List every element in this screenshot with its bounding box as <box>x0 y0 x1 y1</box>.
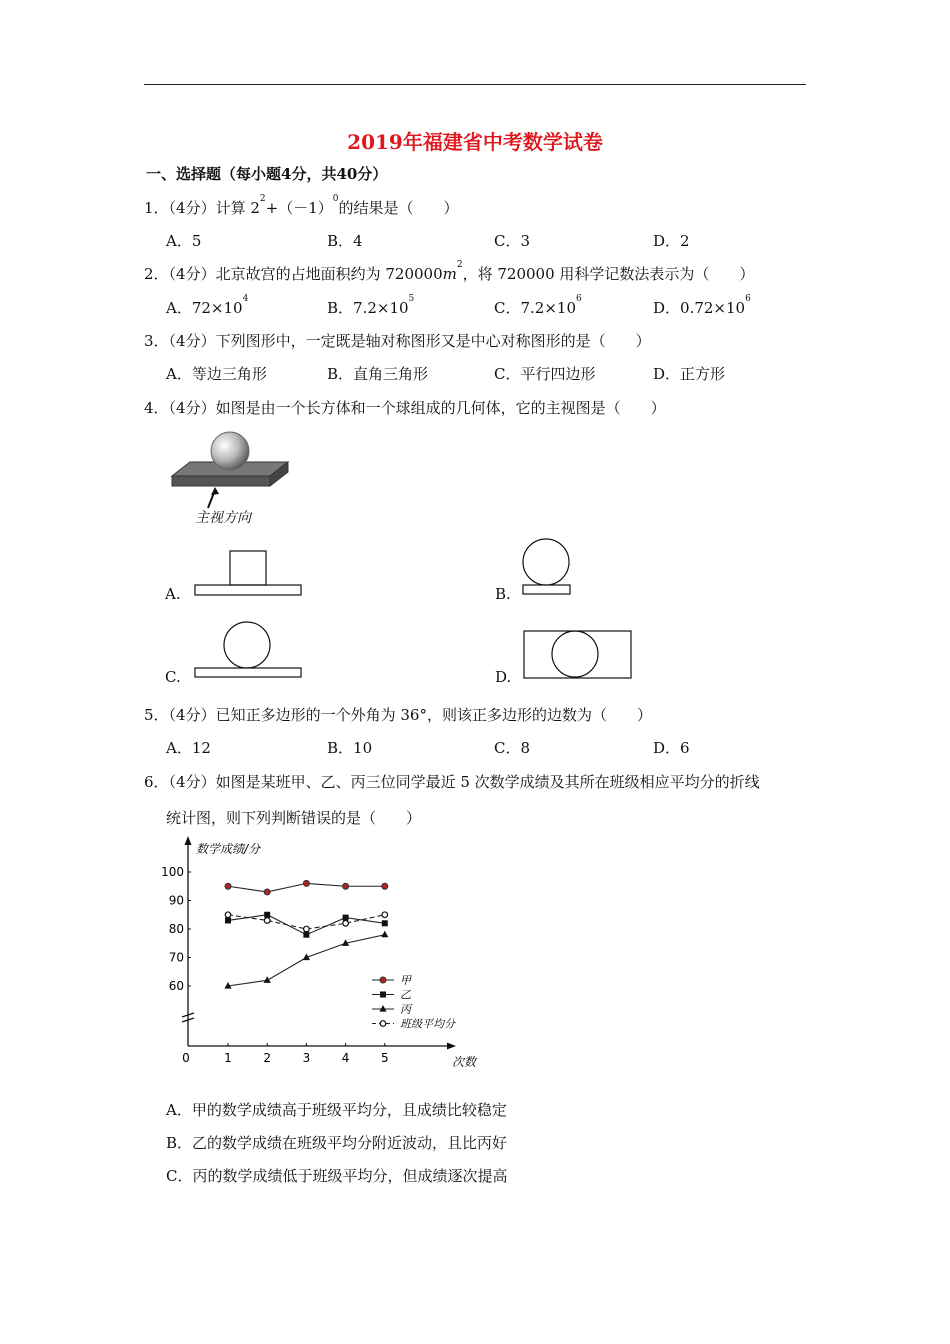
q4-option-d-figure <box>522 629 634 681</box>
section-heading: 一、选择题（每小题4分，共40分） <box>146 165 388 183</box>
series-1-point <box>382 883 388 889</box>
q4-option-b-label: B. <box>495 585 511 603</box>
question-6-stem-line1: 6．（4分）如图是某班甲、乙、丙三位同学最近 5 次数学成绩及其所在班级相应平均分的折线 <box>144 773 760 791</box>
series-1-point <box>264 889 270 895</box>
y-tick-label: 80 <box>168 922 184 936</box>
legend-marker <box>380 1021 386 1027</box>
q5-option-a: A．12 <box>166 739 211 757</box>
series-1-point <box>225 883 231 889</box>
series-2-point <box>264 912 270 918</box>
q5-option-b: B．10 <box>327 739 373 757</box>
q1-option-d: D．2 <box>653 232 690 250</box>
series-4-point <box>382 912 388 918</box>
series-4-point <box>225 912 231 918</box>
x-tick-label: 2 <box>263 1051 272 1065</box>
q3-option-b: B．直角三角形 <box>327 365 429 383</box>
q4-option-a-figure <box>193 548 303 598</box>
q6-option-b: B．乙的数学成绩在班级平均分附近波动，且比丙好 <box>166 1134 508 1152</box>
series-3-line <box>228 935 385 986</box>
question-1-stem: 1．（4分）计算 $2^2+(-1)^0$的结果是（ ） <box>144 194 459 217</box>
legend-marker <box>379 1005 386 1012</box>
question-4-stem: 4．（4分）如图是由一个长方体和一个球组成的几何体，它的主视图是（ ） <box>144 399 666 417</box>
q1-option-c: C．3 <box>494 232 531 250</box>
series-3-point <box>264 976 271 983</box>
q2-option-d: D．$0.72\times 10^6$ <box>653 294 751 317</box>
x-tick-label: 5 <box>380 1051 389 1065</box>
legend-label: 班级平均分 <box>400 1017 455 1031</box>
legend-label: 丙 <box>400 1003 411 1016</box>
q2-option-b: B．$7.2\times 10^5$ <box>327 294 415 317</box>
x-axis-arrow <box>447 1043 456 1050</box>
x-tick-label: 1 <box>224 1051 232 1065</box>
x-tick-label: 0 <box>182 1051 190 1065</box>
q6-option-a: A．甲的数学成绩高于班级平均分，且成绩比较稳定 <box>166 1101 507 1119</box>
q2-option-a: A．$72\times 10^4$ <box>166 294 249 317</box>
q6-option-c: C．丙的数学成绩低于班级平均分，但成绩逐次提高 <box>166 1167 508 1185</box>
x-axis-label: 次数 <box>452 1055 477 1069</box>
q4-option-c-figure <box>193 620 303 680</box>
x-tick-label: 3 <box>302 1051 311 1065</box>
legend-label: 乙 <box>400 988 411 1002</box>
y-tick-label: 70 <box>168 950 184 965</box>
q1-option-a: A．5 <box>166 232 202 250</box>
q3-option-a: A．等边三角形 <box>166 365 267 383</box>
y-axis-label: 数学成绩/分 <box>196 842 261 856</box>
question-3-stem: 3．（4分）下列图形中，一定既是轴对称图形又是中心对称图形的是（ ） <box>144 332 651 350</box>
x-tick-label: 4 <box>341 1051 350 1065</box>
y-axis-arrow <box>185 836 192 845</box>
q5-option-d: D．6 <box>653 739 690 757</box>
y-tick-label: 100 <box>161 865 184 879</box>
series-4-point <box>343 921 349 927</box>
series-4-point <box>304 926 310 932</box>
series-4-point <box>264 918 270 924</box>
q2-option-c: C．$7.2\times 10^6$ <box>494 294 582 317</box>
y-tick-label: 90 <box>168 893 184 908</box>
series-1-point <box>343 883 349 889</box>
q3-option-d: D．正方形 <box>653 365 726 383</box>
legend-marker <box>380 992 386 998</box>
q4-option-d-label: D. <box>495 668 512 686</box>
series-3-point <box>381 931 388 938</box>
series-1-point <box>303 880 309 886</box>
q5-option-c: C．8 <box>494 739 531 757</box>
q3-option-c: C．平行四边形 <box>494 365 596 383</box>
q4-option-a-label: A. <box>165 585 181 603</box>
series-2-point <box>225 917 231 923</box>
q4-option-b-figure <box>520 538 574 598</box>
view-direction-label: 主视方向 <box>195 510 251 526</box>
q4-option-c-label: C. <box>165 668 181 686</box>
series-2-point <box>303 932 309 938</box>
q1-option-b: B．4 <box>327 232 363 250</box>
page-title: 2019年福建省中考数学试卷 <box>347 130 603 154</box>
series-2-point <box>382 920 388 926</box>
line-chart <box>160 836 490 1076</box>
y-tick-label: 60 <box>168 979 184 993</box>
question-5-stem: 5．（4分）已知正多边形的一个外角为 36°，则该正多边形的边数为（ ） <box>144 706 652 724</box>
header-rule <box>144 84 806 85</box>
question-2-stem: 2．（4分）北京故宫的占地面积约为 $720000m^2$，将 720000 用科学记数法表示为（ ） <box>144 260 755 283</box>
question-6-stem-line2: 统计图，则下列判断错误的是（ ） <box>166 809 422 827</box>
legend-marker <box>380 977 386 983</box>
series-2-point <box>343 915 349 921</box>
legend-label: 甲 <box>400 974 411 987</box>
